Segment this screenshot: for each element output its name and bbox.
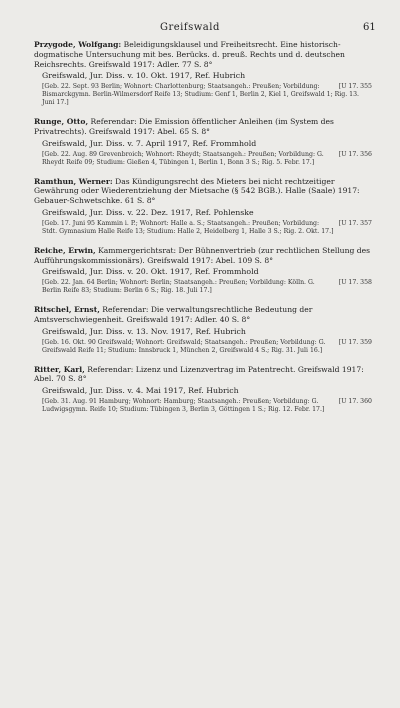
entry-title-line (34, 305, 372, 325)
entry-bio (42, 279, 372, 295)
entry-bio-text: [Geb. 22. Sept. 93 Berlin; Wohnort: Charlottenburg; Staatsangeh.: Preußen; Vorbildung: Bismarckgymn. Berlin-Wilmersdorf Reife 13; Studium: Genf 1, Berlin 2, Kiel 1, Greifswald 1; Rig. 13. Juni 17.] (42, 83, 360, 107)
dissertation-list (34, 40, 372, 424)
entry-title: Das Kündigungsrecht des Mieters bei nicht rechtzeitiger Gewährung oder Wiederentziehung der Mietsache (§ 542 BGB.). Halle (Saale) 1917: Gebauer-Schwetschke. 61 S. 8° (34, 176, 360, 206)
entry-bio-text: [Geb. 17. Juni 95 Kammin i. P.; Wohnort: Halle a. S.; Staatsangeh.: Preußen; Vorbildung: Stdt. Gymnasium Halle Reife 13; Studium: Halle 2, Heidelberg 1, Halle 3 S.; Rig. 2. Okt. 17.] (42, 219, 334, 235)
entry-bio (42, 339, 372, 355)
entry-catalog-number: [U 17. 357 (338, 219, 372, 227)
entry-author: Ramthun, Werner: (34, 176, 113, 186)
entry-publication: Greifswald, Jur. Diss. v. 10. Okt. 1917, Ref. Hubrich (42, 71, 246, 81)
entry-author: Runge, Otto, (34, 117, 89, 127)
entry-publication: Greifswald, Jur. Diss. v. 7. April 1917, Ref. Frommhold (42, 138, 257, 148)
entry-catalog-number: [U 17. 355 (338, 83, 372, 91)
entry-catalog-number: [U 17. 360 (338, 397, 372, 405)
entry-publication: Greifswald, Jur. Diss. v. 13. Nov. 1917, Ref. Hubrich (42, 326, 246, 336)
entry-title: Kammergerichtsrat: Der Bühnenvertrieb (zur rechtlichen Stellung des Aufführungskommissionärs). Greifswald 1917: Abel. 109 S. 8° (34, 245, 370, 265)
entry-title-line (34, 246, 372, 266)
entry-title-line (34, 40, 372, 69)
entry-catalog-number: [U 17. 356 (338, 150, 372, 158)
entry-publication: Greifswald, Jur. Diss. v. 4. Mai 1917, Ref. Hubrich (42, 386, 239, 396)
entry-author: Reiche, Erwin, (34, 245, 96, 255)
entry-bio (42, 83, 372, 107)
entry-bio (42, 151, 372, 167)
list-item (34, 177, 372, 236)
list-item (34, 246, 372, 295)
entry-title: Referendar: Die verwaltungsrechtliche Bedeutung der Amtsverschwiegenheit. Greifswald 1917: Adler. 40 S. 8° (34, 305, 313, 324)
entry-author: Ritschel, Ernst, (34, 305, 100, 315)
entry-catalog-number: [U 17. 359 (338, 338, 372, 346)
running-title: Greifswald (160, 22, 220, 33)
entry-title: Referendar: Lizenz und Lizenzvertrag im Patentrecht. Greifswald 1917: Abel. 70 S. 8° (34, 364, 364, 384)
entry-publication: Greifswald, Jur. Diss. v. 20. Okt. 1917, Ref. Frommhold (42, 267, 259, 277)
entry-author: Ritter, Karl, (34, 364, 85, 374)
entry-bio-text: [Geb. 22. Aug. 89 Grevenbroich; Wohnort: Rheydt; Staatsangeh.: Preußen; Vorbildung: G. Rheydt Reife 09; Studium: Gießen 4, Tübingen 1, Berlin 1, Bonn 3 S.; Rig. 5. Febr. 17.] (42, 150, 324, 166)
entry-publication: Greifswald, Jur. Diss. v. 22. Dez. 1917, Ref. Pohlenske (42, 207, 254, 217)
list-item (34, 117, 372, 166)
list-item (34, 305, 372, 354)
entry-title: Referendar: Die Emission öffentlicher Anleihen (im System des Privatrechts). Greifswald 1917: Abel. 65 S. 8° (34, 117, 334, 136)
entry-catalog-number: [U 17. 358 (338, 279, 372, 287)
entry-bio-text: [Geb. 22. Jan. 64 Berlin; Wohnort: Berlin; Staatsangeh.: Preußen; Vorbildung: Kölln. G. Berlin Reife 83; Studium: Berlin 6 S.; Rig. 18. Juli 17.] (42, 279, 315, 295)
entry-author: Przygode, Wolfgang: (34, 40, 122, 49)
page-number: 61 (363, 22, 376, 33)
entry-title-line (34, 117, 372, 137)
list-item (34, 365, 372, 414)
list-item (34, 40, 372, 107)
entry-title-line (34, 177, 372, 206)
entry-bio-text: [Geb. 31. Aug. 91 Hamburg; Wohnort: Hamburg; Staatsangeh.: Preußen; Vorbildung: G. Ludwigsgymn. Reife 10; Studium: Tübingen 3, Berlin 3, Göttingen 1 S.; Rig. 12. Febr. 17.] (42, 397, 325, 413)
entry-bio (42, 220, 372, 236)
entry-title: Beleidigungsklausel und Freiheitsrecht. Eine historisch-dogmatische Untersuchung mit bes. Berücks. d. preuß. Rechts und d. deutschen Reichsrechts. Greifswald 1917: Adler. 77 S. 8° (34, 40, 345, 69)
entry-title-line (34, 365, 372, 385)
entry-bio-text: [Geb. 16. Okt. 90 Greifswald; Wohnort: Greifswald; Staatsangeh.: Preußen; Vorbildung: G. Greifswald Reife 11; Studium: Innsbruck 1, München 2, Greifswald 4 S.; Rig. 31. Juli 16.] (42, 338, 326, 354)
entry-bio (42, 398, 372, 414)
